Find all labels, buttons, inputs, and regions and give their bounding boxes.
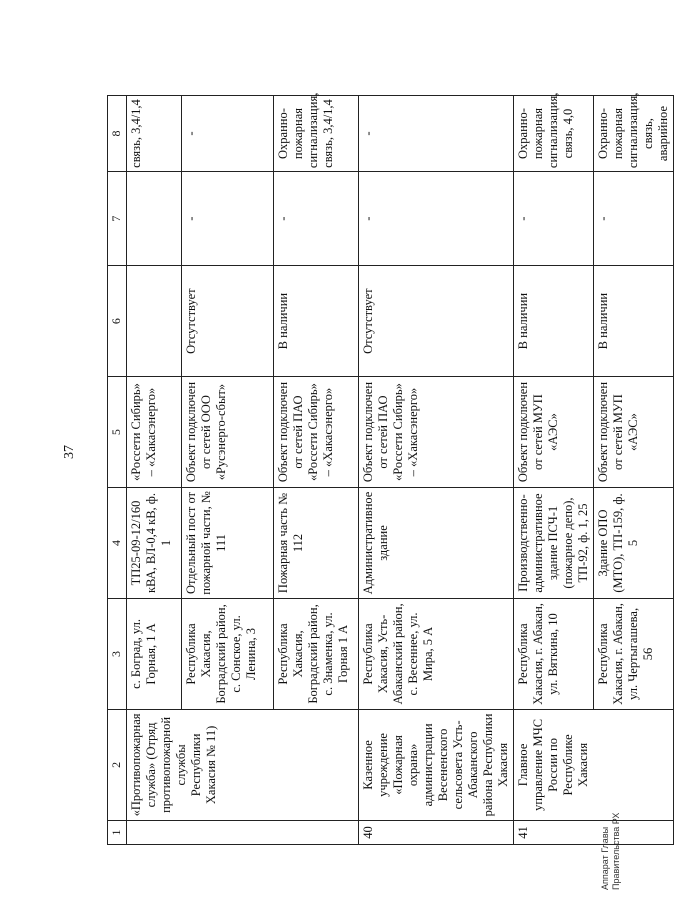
column8-cell: - [182,96,274,172]
stamp-line-1: Аппарат Главы [600,826,610,890]
page-number: 37 [62,445,77,459]
header-cell: 3 [108,598,127,709]
header-cell: 7 [108,172,127,266]
stamp-line-2: Правительства РХ [611,812,621,890]
object-cell: Пожарная часть № 112 [274,488,359,599]
object-cell: Отдельный пост от пожарной части, № 111 [182,488,274,599]
object-cell: ТП25-09-12/160 кВА, ВЛ-0,4 кВ, ф. 1 [127,488,182,599]
column7-cell [127,172,182,266]
address-cell: Республика Хакасия, Боградский район, с. Знаменка, ул. Горная 1 А [274,598,359,709]
column7-cell: - [594,172,674,266]
table-row [359,96,514,845]
availability-cell: Отсутствует [359,266,514,377]
availability-cell: В наличии [514,266,594,377]
availability-cell: В наличии [274,266,359,377]
header-cell: 8 [108,96,127,172]
column8-cell: Охранно-пожарная сигнализация, связь, 4,0 [514,96,594,172]
column8-cell: Охранно-пожарная сигнализация, связь, аварийное [594,96,674,172]
row-number-cell [127,820,359,844]
address-cell: Республика Хакасия, Боградский район, с. Сонское, ул. Ленина, 3 [182,598,274,709]
organization-cell: Главное управление МЧС России по Республике Хакасия [514,709,674,820]
object-cell: Производственно-административное здание ПСЧ-1 (пожарное депо), ТП-92, ф. 1, 25 [514,488,594,599]
header-cell: 6 [108,266,127,377]
availability-cell [127,266,182,377]
column7-cell: - [182,172,274,266]
header-cell: 5 [108,377,127,488]
availability-cell: Отсутствует [182,266,274,377]
column7-cell: - [274,172,359,266]
power-supply-cell: Объект подключен от сетей МУП «АЭС» [514,377,594,488]
organization-cell: Казенное учреждение «Пожарная охрана» администрации Весененского сельсовета Усть-Абаканского района Республики Хакасия [359,709,514,820]
power-supply-cell: Объект подключен от сетей ПАО «Россети Сибирь» – «Хакасэнерго» [274,377,359,488]
power-supply-cell: Объект подключен от сетей ПАО «Россети Сибирь» – «Хакасэнерго» [359,377,514,488]
fire-stations-table [107,92,674,845]
object-cell: Административное здание [359,488,514,599]
power-supply-cell: «Россети Сибирь» – «Хакасэнерго» [127,377,182,488]
column7-cell: - [359,172,514,266]
address-cell: с. Боград, ул. Горная, 1 А [127,598,182,709]
organization-cell: «Противопожарная служба» (Отряд противопожарной службы Республики Хакасия № 11) [127,709,359,820]
header-cell: 4 [108,488,127,599]
power-supply-cell: Объект подключен от сетей ООО «Русэнерго-сбыт» [182,377,274,488]
column8-cell: связь, 3,4/1,4 [127,96,182,172]
table-row [514,96,594,845]
header-cell: 2 [108,709,127,820]
availability-cell: В наличии [594,266,674,377]
header-row [108,96,127,845]
column7-cell: - [514,172,594,266]
address-cell: Республика Хакасия, Усть-Абаканский район, с. Весеннее, ул. Мира, 5 А [359,598,514,709]
row-number-cell: 40 [359,820,514,844]
power-supply-cell: Объект подключен от сетей МУП «АЭС» [594,377,674,488]
address-cell: Республика Хакасия, г. Абакан, ул. Вяткина, 10 [514,598,594,709]
row-number-cell: 41 [514,820,674,844]
header-cell: 1 [108,820,127,844]
column8-cell: - [359,96,514,172]
rotated-table-container [107,92,670,845]
address-cell: Республика Хакасия, г. Абакан, ул. Чертыгашева, 56 [594,598,674,709]
table-row [127,96,182,845]
object-cell: Здание ОПО (МТО), ТП-159, ф. 5 [594,488,674,599]
column8-cell: Охранно-пожарная сигнализация, связь, 3,4/1,4 [274,96,359,172]
